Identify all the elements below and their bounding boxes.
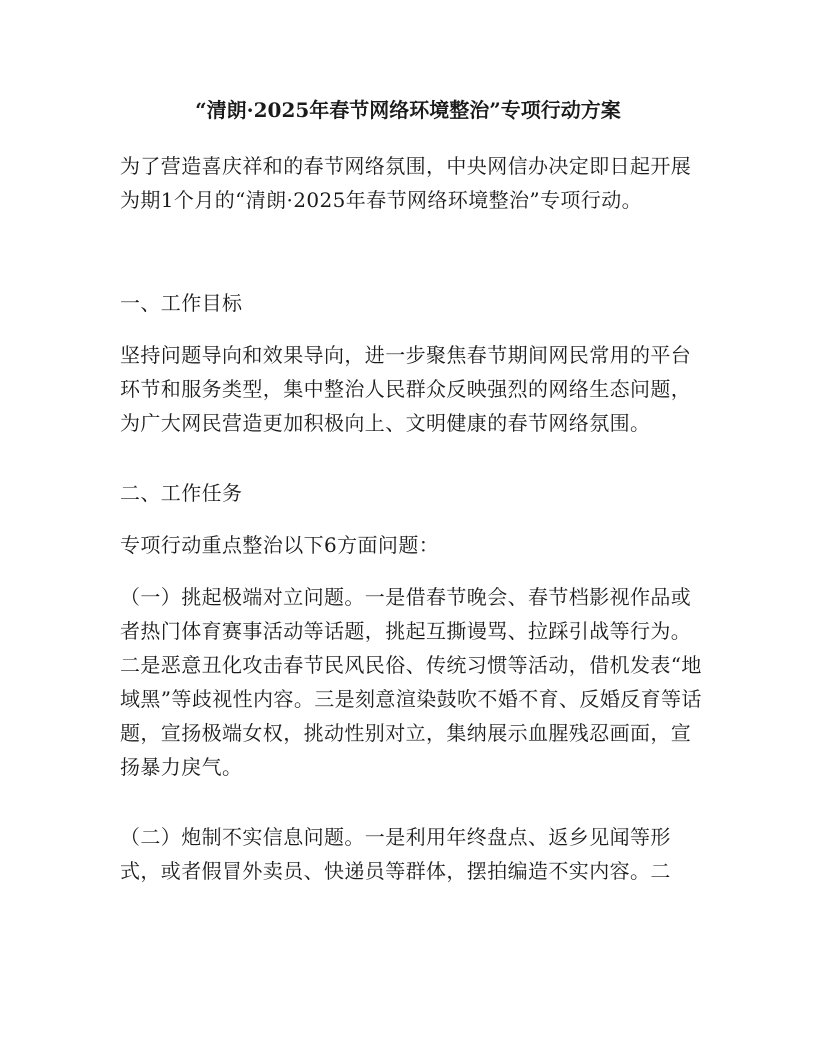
tasks-intro-paragraph: 专项行动重点整治以下6方面问题：	[120, 533, 440, 557]
intro-paragraph: 为了营造喜庆祥和的春节网络氛围，中央网信办决定即日起开展为期1个月的“清朗·2025年春节网络环境整治”专项行动。	[120, 154, 692, 212]
task-item-1: （一）挑起极端对立问题。一是借春节晚会、春节档影视作品或者热门体育赛事活动等话题，挑起互撕谩骂、拉踩引战等行为。二是恶意丑化攻击春节民风民俗、传统习惯等活动，借机发表“地域黑”等歧视性内容。三是刻意渲染鼓吹不婚不育、反婚反育等话题，宣扬极端女权，挑动性别对立，集纳展示血腥残忍画面，宣扬暴力戾气。	[120, 585, 702, 779]
section-heading-goals: 一、工作目标	[120, 291, 243, 315]
task-item-2: （二）炮制不实信息问题。一是利用年终盘点、返乡见闻等形式，或者假冒外卖员、快递员等群体，摆拍编造不实内容。二	[120, 825, 671, 883]
goals-paragraph: 坚持问题导向和效果导向，进一步聚焦春节期间网民常用的平台环节和服务类型，集中整治人民群众反映强烈的网络生态问题，为广大网民营造更加积极向上、文明健康的春节网络氛围。	[120, 343, 692, 435]
document-title: “清朗·2025年春节网络环境整治”专项行动方案	[195, 98, 621, 122]
section-heading-tasks: 二、工作任务	[120, 481, 243, 505]
